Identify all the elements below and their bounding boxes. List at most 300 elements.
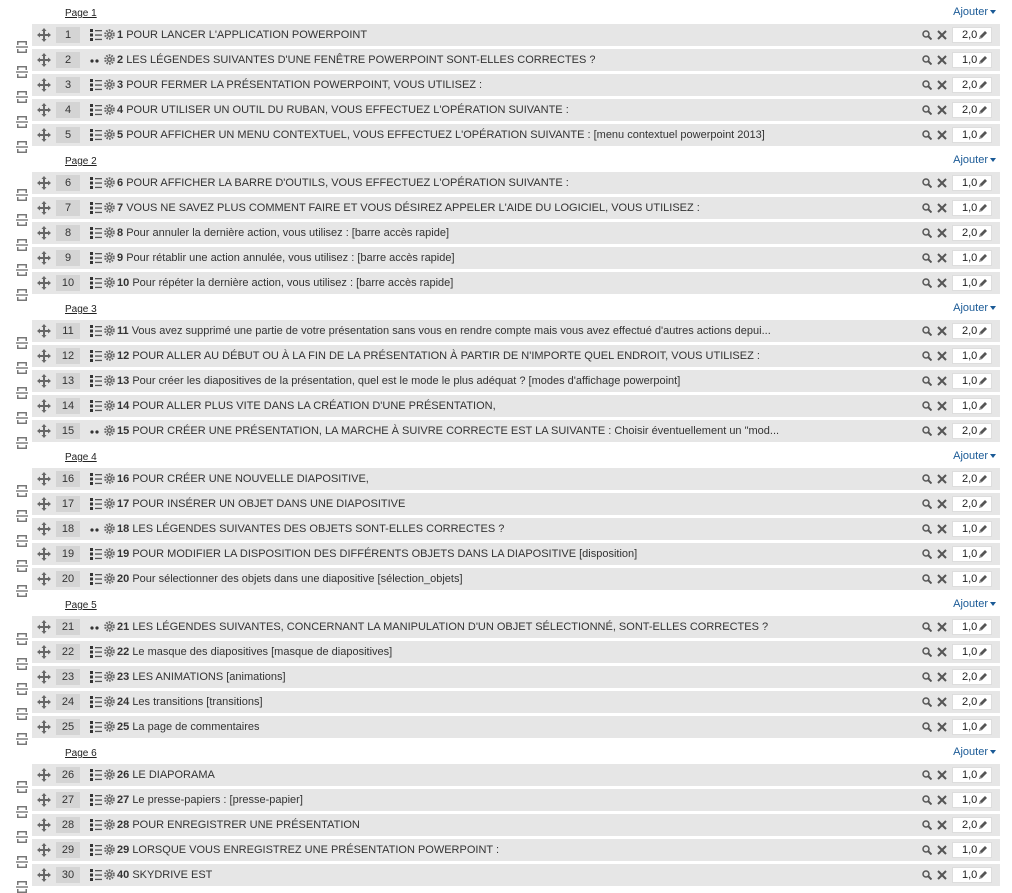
search-icon[interactable] — [922, 870, 932, 880]
search-icon[interactable] — [922, 278, 932, 288]
close-icon[interactable] — [937, 574, 947, 584]
pencil-icon[interactable] — [978, 228, 988, 238]
gear-icon — [104, 769, 115, 780]
search-icon[interactable] — [922, 80, 932, 90]
max-mark-value: 1,0 — [962, 844, 977, 856]
question-text: Pour annuler la dernière action, vous utilisez : [barre accès rapide] — [126, 227, 449, 239]
question-name-link[interactable] — [117, 493, 405, 515]
slot-number: 4 — [56, 102, 80, 118]
question-name-link[interactable] — [117, 616, 768, 638]
question-name-link[interactable] — [117, 222, 449, 244]
move-icon[interactable] — [37, 522, 51, 536]
slot-number: 29 — [56, 842, 80, 858]
page-break-icon[interactable] — [16, 66, 28, 78]
multichoice-type-icon — [90, 573, 102, 585]
multichoice-type-icon — [90, 721, 102, 733]
page-break-icon[interactable] — [16, 189, 28, 201]
max-mark-field[interactable] — [952, 323, 992, 339]
close-icon[interactable] — [937, 426, 947, 436]
max-mark-value: 1,0 — [962, 202, 977, 214]
pencil-icon[interactable] — [978, 178, 988, 188]
move-icon[interactable] — [37, 793, 51, 807]
pencil-icon[interactable] — [978, 647, 988, 657]
move-icon[interactable] — [37, 843, 51, 857]
question-name-link[interactable] — [117, 468, 369, 490]
max-mark-field[interactable] — [952, 102, 992, 118]
page-break-icon[interactable] — [16, 289, 28, 301]
move-icon[interactable] — [37, 349, 51, 363]
close-icon[interactable] — [937, 30, 947, 40]
search-icon[interactable] — [922, 697, 932, 707]
pencil-icon[interactable] — [978, 80, 988, 90]
question-name-link[interactable] — [117, 24, 367, 46]
question-row — [32, 568, 1000, 590]
move-icon[interactable] — [37, 620, 51, 634]
page-break-icon[interactable] — [16, 91, 28, 103]
pencil-icon[interactable] — [978, 697, 988, 707]
close-icon[interactable] — [937, 672, 947, 682]
max-mark-field[interactable] — [952, 175, 992, 191]
search-icon[interactable] — [922, 672, 932, 682]
search-icon[interactable] — [922, 574, 932, 584]
max-mark-field[interactable] — [952, 77, 992, 93]
move-icon[interactable] — [37, 424, 51, 438]
move-icon[interactable] — [37, 201, 51, 215]
question-name-link[interactable] — [117, 814, 360, 836]
pencil-icon[interactable] — [978, 622, 988, 632]
pencil-icon[interactable] — [978, 253, 988, 263]
question-number: 20 — [117, 573, 129, 585]
question-row — [32, 197, 1000, 219]
move-icon[interactable] — [37, 399, 51, 413]
max-mark-value: 1,0 — [962, 375, 977, 387]
pencil-icon[interactable] — [978, 55, 988, 65]
move-icon[interactable] — [37, 670, 51, 684]
search-icon[interactable] — [922, 376, 932, 386]
close-icon[interactable] — [937, 549, 947, 559]
max-mark-value: 2,0 — [962, 227, 977, 239]
question-name-link[interactable] — [117, 716, 260, 738]
close-icon[interactable] — [937, 178, 947, 188]
question-number: 5 — [117, 129, 123, 141]
question-number: 16 — [117, 473, 129, 485]
search-icon[interactable] — [922, 549, 932, 559]
max-mark-field[interactable] — [952, 792, 992, 808]
page-break-icon[interactable] — [16, 412, 28, 424]
add-menu[interactable] — [953, 6, 996, 18]
search-icon[interactable] — [922, 105, 932, 115]
move-icon[interactable] — [37, 720, 51, 734]
add-menu[interactable] — [953, 598, 996, 610]
search-icon[interactable] — [922, 351, 932, 361]
search-icon[interactable] — [922, 647, 932, 657]
caret-down-icon — [990, 454, 996, 458]
multichoice-type-icon — [90, 177, 102, 189]
multichoice-type-icon — [90, 325, 102, 337]
close-icon[interactable] — [937, 105, 947, 115]
page-break-icon[interactable] — [16, 658, 28, 670]
page-break-icon[interactable] — [16, 387, 28, 399]
question-name-link[interactable] — [117, 247, 455, 269]
pencil-icon[interactable] — [978, 474, 988, 484]
move-icon[interactable] — [37, 128, 51, 142]
page-break-icon[interactable] — [16, 41, 28, 53]
multichoice-type-icon — [90, 29, 102, 41]
question-name-link[interactable] — [117, 124, 765, 146]
page-break-icon[interactable] — [16, 214, 28, 226]
page-section — [32, 0, 1000, 149]
page-break-icon[interactable] — [16, 264, 28, 276]
close-icon[interactable] — [937, 130, 947, 140]
question-text: SKYDRIVE EST — [132, 869, 212, 881]
move-icon[interactable] — [37, 572, 51, 586]
search-icon[interactable] — [922, 622, 932, 632]
slot-number: 17 — [56, 496, 80, 512]
question-row — [32, 616, 1000, 638]
pencil-icon[interactable] — [978, 351, 988, 361]
close-icon[interactable] — [937, 795, 947, 805]
max-mark-field[interactable] — [952, 644, 992, 660]
move-icon[interactable] — [37, 176, 51, 190]
max-mark-field[interactable] — [952, 521, 992, 537]
page-header — [32, 592, 1000, 616]
question-name-link[interactable] — [117, 74, 482, 96]
max-mark-field[interactable] — [952, 867, 992, 883]
question-name-link[interactable] — [117, 420, 779, 442]
search-icon[interactable] — [922, 770, 932, 780]
close-icon[interactable] — [937, 376, 947, 386]
search-icon[interactable] — [922, 820, 932, 830]
max-mark-field[interactable] — [952, 52, 992, 68]
move-icon[interactable] — [37, 276, 51, 290]
page-break-icon[interactable] — [16, 535, 28, 547]
question-row — [32, 272, 1000, 294]
page-break-icon[interactable] — [16, 806, 28, 818]
slot-number: 7 — [56, 200, 80, 216]
pencil-icon[interactable] — [978, 795, 988, 805]
max-mark-field[interactable] — [952, 275, 992, 291]
close-icon[interactable] — [937, 524, 947, 534]
close-icon[interactable] — [937, 845, 947, 855]
max-mark-field[interactable] — [952, 398, 992, 414]
max-mark-value: 1,0 — [962, 350, 977, 362]
page-title-link[interactable]: Page 6 — [65, 748, 97, 759]
question-text: POUR CRÉER UNE NOUVELLE DIAPOSITIVE, — [132, 473, 369, 485]
question-name-link[interactable] — [117, 197, 700, 219]
close-icon[interactable] — [937, 474, 947, 484]
question-name-link[interactable] — [117, 691, 263, 713]
question-text: POUR INSÉRER UN OBJET DANS UNE DIAPOSITIVE — [132, 498, 405, 510]
search-icon[interactable] — [922, 178, 932, 188]
page-title-link[interactable]: Page 2 — [65, 156, 97, 167]
page-break-icon[interactable] — [16, 733, 28, 745]
pencil-icon[interactable] — [978, 672, 988, 682]
move-icon[interactable] — [37, 497, 51, 511]
close-icon[interactable] — [937, 820, 947, 830]
multichoice-type-icon — [90, 202, 102, 214]
question-name-link[interactable] — [117, 764, 215, 786]
max-mark-value: 2,0 — [962, 671, 977, 683]
question-row — [32, 172, 1000, 194]
multichoice-type-icon — [90, 671, 102, 683]
pencil-icon[interactable] — [978, 574, 988, 584]
pencil-icon[interactable] — [978, 401, 988, 411]
close-icon[interactable] — [937, 351, 947, 361]
question-number: 40 — [117, 869, 129, 881]
pencil-icon[interactable] — [978, 820, 988, 830]
page-break-icon[interactable] — [16, 141, 28, 153]
move-icon[interactable] — [37, 645, 51, 659]
search-icon[interactable] — [922, 845, 932, 855]
question-text: VOUS NE SAVEZ PLUS COMMENT FAIRE ET VOUS DÉSIREZ APPELER L'AIDE DU LOGICIEL, VOUS UTILISEZ : — [126, 202, 700, 214]
add-menu[interactable] — [953, 302, 996, 314]
search-icon[interactable] — [922, 253, 932, 263]
search-icon[interactable] — [922, 203, 932, 213]
search-icon[interactable] — [922, 524, 932, 534]
pencil-icon[interactable] — [978, 326, 988, 336]
page-section — [32, 444, 1000, 593]
pencil-icon[interactable] — [978, 30, 988, 40]
max-mark-field[interactable] — [952, 423, 992, 439]
page-title-link[interactable]: Page 4 — [65, 452, 97, 463]
search-icon[interactable] — [922, 474, 932, 484]
close-icon[interactable] — [937, 326, 947, 336]
move-icon[interactable] — [37, 103, 51, 117]
search-icon[interactable] — [922, 795, 932, 805]
question-name-link[interactable] — [117, 839, 499, 861]
page-break-icon[interactable] — [16, 485, 28, 497]
close-icon[interactable] — [937, 870, 947, 880]
max-mark-field[interactable] — [952, 225, 992, 241]
question-number: 4 — [117, 104, 123, 116]
move-icon[interactable] — [37, 472, 51, 486]
page-break-icon[interactable] — [16, 510, 28, 522]
page-title-link[interactable]: Page 1 — [65, 8, 97, 19]
max-mark-field[interactable] — [952, 669, 992, 685]
gear-icon — [104, 252, 115, 263]
question-number: 8 — [117, 227, 123, 239]
slot-number: 23 — [56, 669, 80, 685]
caret-down-icon — [990, 158, 996, 162]
max-mark-value: 1,0 — [962, 794, 977, 806]
page-break-icon[interactable] — [16, 337, 28, 349]
question-text: Vous avez supprimé une partie de votre présentation sans vous en rendre compte mais vous avez effectué d'autres actions depui... — [132, 325, 771, 337]
question-name-link[interactable] — [117, 49, 595, 71]
slot-number: 27 — [56, 792, 80, 808]
pencil-icon[interactable] — [978, 870, 988, 880]
move-icon[interactable] — [37, 324, 51, 338]
max-mark-field[interactable] — [952, 496, 992, 512]
max-mark-field[interactable] — [952, 348, 992, 364]
move-icon[interactable] — [37, 818, 51, 832]
max-mark-field[interactable] — [952, 694, 992, 710]
max-mark-value: 1,0 — [962, 54, 977, 66]
caret-down-icon — [990, 602, 996, 606]
multichoice-type-icon — [90, 473, 102, 485]
question-name-link[interactable] — [117, 345, 760, 367]
pencil-icon[interactable] — [978, 376, 988, 386]
max-mark-field[interactable] — [952, 719, 992, 735]
question-text: LES LÉGENDES SUIVANTES DES OBJETS SONT-ELLES CORRECTES ? — [132, 523, 504, 535]
max-mark-value: 1,0 — [962, 769, 977, 781]
max-mark-value: 1,0 — [962, 129, 977, 141]
max-mark-field[interactable] — [952, 767, 992, 783]
question-text: Les transitions [transitions] — [132, 696, 262, 708]
move-icon[interactable] — [37, 78, 51, 92]
question-name-link[interactable] — [117, 320, 771, 342]
close-icon[interactable] — [937, 203, 947, 213]
pencil-icon[interactable] — [978, 524, 988, 534]
max-mark-value: 2,0 — [962, 425, 977, 437]
page-break-icon[interactable] — [16, 362, 28, 374]
gear-icon — [104, 375, 115, 386]
max-mark-field[interactable] — [952, 373, 992, 389]
page-section — [32, 740, 1000, 889]
page-break-icon[interactable] — [16, 437, 28, 449]
move-icon[interactable] — [37, 53, 51, 67]
question-number: 12 — [117, 350, 129, 362]
question-number: 7 — [117, 202, 123, 214]
move-icon[interactable] — [37, 695, 51, 709]
question-number: 19 — [117, 548, 129, 560]
page-break-icon[interactable] — [16, 239, 28, 251]
close-icon[interactable] — [937, 647, 947, 657]
max-mark-field[interactable] — [952, 842, 992, 858]
move-icon[interactable] — [37, 251, 51, 265]
max-mark-field[interactable] — [952, 250, 992, 266]
gear-icon — [104, 844, 115, 855]
move-icon[interactable] — [37, 768, 51, 782]
close-icon[interactable] — [937, 55, 947, 65]
gear-icon — [104, 425, 115, 436]
question-name-link[interactable] — [117, 641, 392, 663]
question-name-link[interactable] — [117, 370, 680, 392]
multichoice-type-icon — [90, 104, 102, 116]
max-mark-field[interactable] — [952, 27, 992, 43]
question-number: 14 — [117, 400, 129, 412]
move-icon[interactable] — [37, 868, 51, 882]
close-icon[interactable] — [937, 228, 947, 238]
search-icon[interactable] — [922, 401, 932, 411]
question-number: 15 — [117, 425, 129, 437]
page-title-link[interactable]: Page 3 — [65, 304, 97, 315]
question-name-link[interactable] — [117, 272, 453, 294]
page-title-link[interactable]: Page 5 — [65, 600, 97, 611]
question-name-link[interactable] — [117, 543, 637, 565]
slot-number: 30 — [56, 867, 80, 883]
question-row — [32, 124, 1000, 146]
add-menu-label: Ajouter — [953, 6, 988, 18]
page-break-icon[interactable] — [16, 116, 28, 128]
question-row — [32, 493, 1000, 515]
close-icon[interactable] — [937, 253, 947, 263]
move-icon[interactable] — [37, 226, 51, 240]
question-name-link[interactable] — [117, 99, 569, 121]
max-mark-field[interactable] — [952, 200, 992, 216]
pencil-icon[interactable] — [978, 770, 988, 780]
page-break-icon[interactable] — [16, 560, 28, 572]
add-menu[interactable] — [953, 154, 996, 166]
page-break-icon[interactable] — [16, 585, 28, 597]
page-break-icon[interactable] — [16, 781, 28, 793]
search-icon[interactable] — [922, 55, 932, 65]
pencil-icon[interactable] — [978, 549, 988, 559]
pencil-icon[interactable] — [978, 722, 988, 732]
slot-number: 12 — [56, 348, 80, 364]
max-mark-field[interactable] — [952, 471, 992, 487]
question-row — [32, 370, 1000, 392]
pencil-icon[interactable] — [978, 130, 988, 140]
add-menu[interactable] — [953, 746, 996, 758]
search-icon[interactable] — [922, 228, 932, 238]
question-row — [32, 24, 1000, 46]
question-name-link[interactable] — [117, 666, 286, 688]
page-break-icon[interactable] — [16, 633, 28, 645]
max-mark-field[interactable] — [952, 546, 992, 562]
pencil-icon[interactable] — [978, 278, 988, 288]
question-row — [32, 691, 1000, 713]
search-icon[interactable] — [922, 722, 932, 732]
pencil-icon[interactable] — [978, 203, 988, 213]
close-icon[interactable] — [937, 80, 947, 90]
question-name-link[interactable] — [117, 518, 504, 540]
close-icon[interactable] — [937, 499, 947, 509]
close-icon[interactable] — [937, 622, 947, 632]
max-mark-field[interactable] — [952, 127, 992, 143]
question-row — [32, 222, 1000, 244]
pencil-icon[interactable] — [978, 105, 988, 115]
move-icon[interactable] — [37, 28, 51, 42]
search-icon[interactable] — [922, 30, 932, 40]
question-row — [32, 864, 1000, 886]
page-break-icon[interactable] — [16, 708, 28, 720]
question-name-link[interactable] — [117, 568, 463, 590]
max-mark-value: 2,0 — [962, 325, 977, 337]
question-name-link[interactable] — [117, 864, 212, 886]
move-icon[interactable] — [37, 374, 51, 388]
page-break-icon[interactable] — [16, 856, 28, 868]
max-mark-field[interactable] — [952, 571, 992, 587]
close-icon[interactable] — [937, 697, 947, 707]
pencil-icon[interactable] — [978, 845, 988, 855]
close-icon[interactable] — [937, 722, 947, 732]
move-icon[interactable] — [37, 547, 51, 561]
pencil-icon[interactable] — [978, 426, 988, 436]
gear-icon — [104, 227, 115, 238]
question-name-link[interactable] — [117, 395, 496, 417]
max-mark-field[interactable] — [952, 817, 992, 833]
add-menu[interactable] — [953, 450, 996, 462]
max-mark-field[interactable] — [952, 619, 992, 635]
close-icon[interactable] — [937, 401, 947, 411]
close-icon[interactable] — [937, 770, 947, 780]
question-number: 13 — [117, 375, 129, 387]
question-text: POUR ALLER PLUS VITE DANS LA CRÉATION D'UNE PRÉSENTATION, — [132, 400, 495, 412]
page-break-icon[interactable] — [16, 881, 28, 893]
page-break-icon[interactable] — [16, 831, 28, 843]
multichoice-type-icon — [90, 129, 102, 141]
question-name-link[interactable] — [117, 172, 569, 194]
close-icon[interactable] — [937, 278, 947, 288]
pencil-icon[interactable] — [978, 499, 988, 509]
search-icon[interactable] — [922, 130, 932, 140]
slot-number: 21 — [56, 619, 80, 635]
search-icon[interactable] — [922, 426, 932, 436]
page-break-icon[interactable] — [16, 683, 28, 695]
search-icon[interactable] — [922, 326, 932, 336]
question-name-link[interactable] — [117, 789, 303, 811]
search-icon[interactable] — [922, 499, 932, 509]
